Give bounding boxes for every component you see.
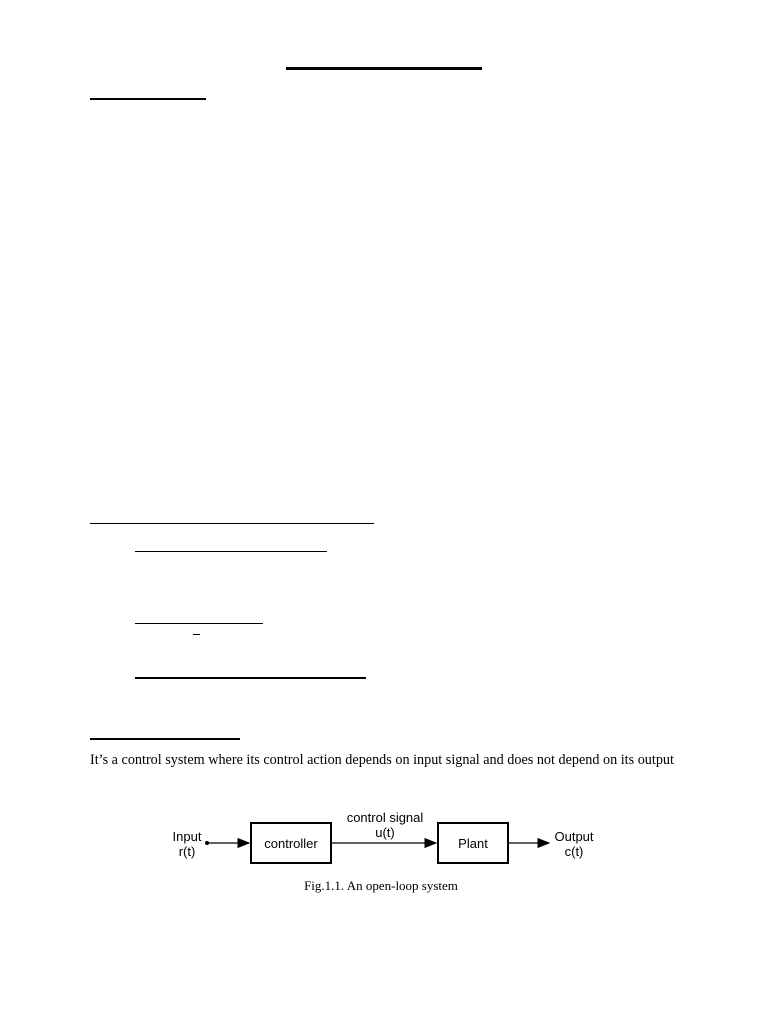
- input-label: Input: [172, 829, 202, 844]
- plant-label: Plant: [458, 836, 488, 851]
- list-item-underline-3: [135, 677, 366, 679]
- figure-caption: Fig.1.1. An open-loop system: [304, 878, 458, 893]
- list-item-mark: [193, 634, 200, 635]
- section-heading-underline: [90, 98, 206, 100]
- output-signal-label: c(t): [564, 844, 584, 859]
- input-signal-label: r(t): [178, 844, 196, 859]
- control-signal-var: u(t): [375, 825, 395, 840]
- subsection-heading-underline: [90, 738, 240, 740]
- controller-label: controller: [264, 836, 318, 851]
- body-paragraph: It’s a control system where its control action depends on input signal and does not depend on its output: [90, 752, 674, 768]
- list-item-underline-2: [135, 623, 263, 624]
- title-underline: [286, 67, 482, 70]
- list-item-underline-1: [135, 551, 327, 552]
- open-loop-block-diagram: [0, 780, 768, 900]
- list-heading-underline: [90, 523, 374, 524]
- control-signal-label: control signal: [346, 810, 424, 825]
- output-label: Output: [554, 829, 594, 844]
